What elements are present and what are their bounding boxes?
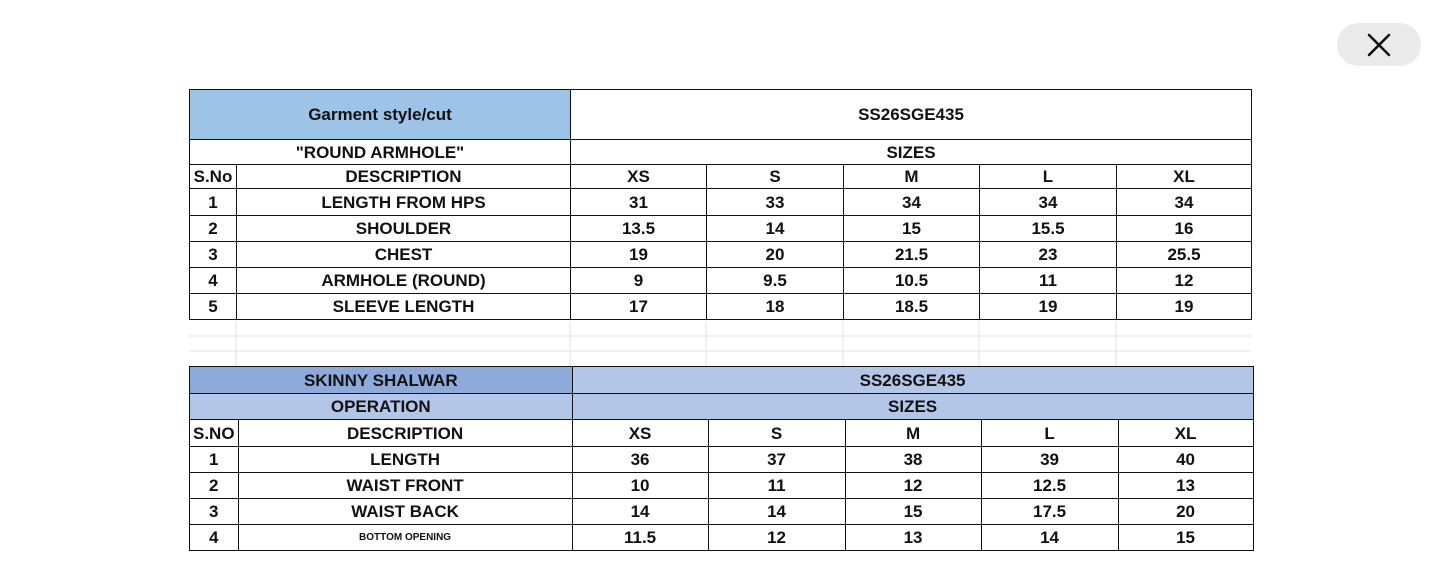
- operation-header: OPERATION: [190, 394, 573, 420]
- measurement-cell: 13.5: [571, 216, 707, 242]
- measurement-cell: 17.5: [981, 499, 1118, 525]
- measurement-cell: 31: [571, 189, 707, 216]
- measurement-cell: 9.5: [707, 268, 844, 294]
- cut-subtitle: "ROUND ARMHOLE": [190, 140, 571, 165]
- measurement-cell: 13: [1118, 473, 1253, 499]
- row-description: LENGTH FROM HPS: [237, 189, 571, 216]
- measurement-cell: 18.5: [844, 294, 980, 320]
- measurement-cell: 14: [981, 525, 1118, 551]
- row-number: 4: [190, 268, 237, 294]
- row-description: CHEST: [237, 242, 571, 268]
- description-header: DESCRIPTION: [238, 420, 572, 447]
- measurement-cell: 17: [571, 294, 707, 320]
- measurement-cell: 11: [708, 473, 845, 499]
- measurement-cell: 33: [707, 189, 844, 216]
- row-number: 3: [190, 242, 237, 268]
- measurement-cell: 10: [572, 473, 708, 499]
- row-description: LENGTH: [238, 447, 572, 473]
- row-description: SLEEVE LENGTH: [237, 294, 571, 320]
- garment-style-label: Garment style/cut: [190, 90, 571, 140]
- table-row: [190, 216, 1252, 242]
- garment-size-table: [189, 89, 1252, 320]
- measurement-cell: 20: [1118, 499, 1253, 525]
- sizes-header: SIZES: [572, 394, 1253, 420]
- measurement-cell: 15: [1118, 525, 1253, 551]
- spreadsheet-gridlines: [189, 321, 1251, 366]
- row-description: SHOULDER: [237, 216, 571, 242]
- size-header: L: [980, 165, 1117, 189]
- measurement-cell: 10.5: [844, 268, 980, 294]
- measurement-cell: 40: [1118, 447, 1253, 473]
- row-description: WAIST FRONT: [238, 473, 572, 499]
- measurement-cell: 23: [980, 242, 1117, 268]
- product-title: SKINNY SHALWAR: [190, 367, 573, 394]
- table-row: [190, 473, 1254, 499]
- size-header: XL: [1117, 165, 1252, 189]
- measurement-cell: 12.5: [981, 473, 1118, 499]
- row-number: 5: [190, 294, 237, 320]
- row-number: 2: [190, 473, 239, 499]
- measurement-cell: 38: [845, 447, 981, 473]
- size-header: XS: [572, 420, 708, 447]
- measurement-cell: 13: [845, 525, 981, 551]
- description-header: DESCRIPTION: [237, 165, 571, 189]
- measurement-cell: 16: [1117, 216, 1252, 242]
- row-number: 4: [190, 525, 239, 551]
- row-description: WAIST BACK: [238, 499, 572, 525]
- measurement-cell: 15: [844, 216, 980, 242]
- measurement-cell: 20: [707, 242, 844, 268]
- measurement-cell: 37: [708, 447, 845, 473]
- size-header: M: [845, 420, 981, 447]
- measurement-cell: 12: [1117, 268, 1252, 294]
- size-header: M: [844, 165, 980, 189]
- row-description: ARMHOLE (ROUND): [237, 268, 571, 294]
- sno-header: S.No: [190, 165, 237, 189]
- measurement-cell: 14: [707, 216, 844, 242]
- measurement-cell: 11: [980, 268, 1117, 294]
- table-row: [190, 189, 1252, 216]
- measurement-cell: 21.5: [844, 242, 980, 268]
- measurement-cell: 15: [845, 499, 981, 525]
- measurement-cell: 15.5: [980, 216, 1117, 242]
- measurement-cell: 34: [1117, 189, 1252, 216]
- measurement-cell: 19: [571, 242, 707, 268]
- row-number: 2: [190, 216, 237, 242]
- measurement-cell: 34: [844, 189, 980, 216]
- table-row: [190, 447, 1254, 473]
- sno-header: S.NO: [190, 420, 239, 447]
- size-header: XL: [1118, 420, 1253, 447]
- style-code: SS26SGE435: [571, 90, 1252, 140]
- table-row: [190, 268, 1252, 294]
- row-description: BOTTOM OPENING: [238, 525, 572, 551]
- table-row: [190, 525, 1254, 551]
- measurement-cell: 18: [707, 294, 844, 320]
- measurement-cell: 11.5: [572, 525, 708, 551]
- measurement-cell: 19: [1117, 294, 1252, 320]
- row-number: 3: [190, 499, 239, 525]
- close-button[interactable]: [1337, 23, 1421, 66]
- measurement-cell: 36: [572, 447, 708, 473]
- measurement-cell: 19: [980, 294, 1117, 320]
- row-number: 1: [190, 189, 237, 216]
- row-number: 1: [190, 447, 239, 473]
- measurement-cell: 25.5: [1117, 242, 1252, 268]
- table-row: [190, 242, 1252, 268]
- sizes-header: SIZES: [571, 140, 1252, 165]
- measurement-cell: 12: [845, 473, 981, 499]
- close-icon: [1366, 32, 1392, 58]
- size-header: S: [708, 420, 845, 447]
- measurement-cell: 9: [571, 268, 707, 294]
- table-row: [190, 294, 1252, 320]
- measurement-cell: 12: [708, 525, 845, 551]
- measurement-cell: 39: [981, 447, 1118, 473]
- measurement-cell: 14: [708, 499, 845, 525]
- size-header: L: [981, 420, 1118, 447]
- size-header: S: [707, 165, 844, 189]
- table-row: [190, 499, 1254, 525]
- shalwar-size-table: [189, 366, 1254, 551]
- measurement-cell: 34: [980, 189, 1117, 216]
- style-code: SS26SGE435: [572, 367, 1253, 394]
- size-header: XS: [571, 165, 707, 189]
- measurement-cell: 14: [572, 499, 708, 525]
